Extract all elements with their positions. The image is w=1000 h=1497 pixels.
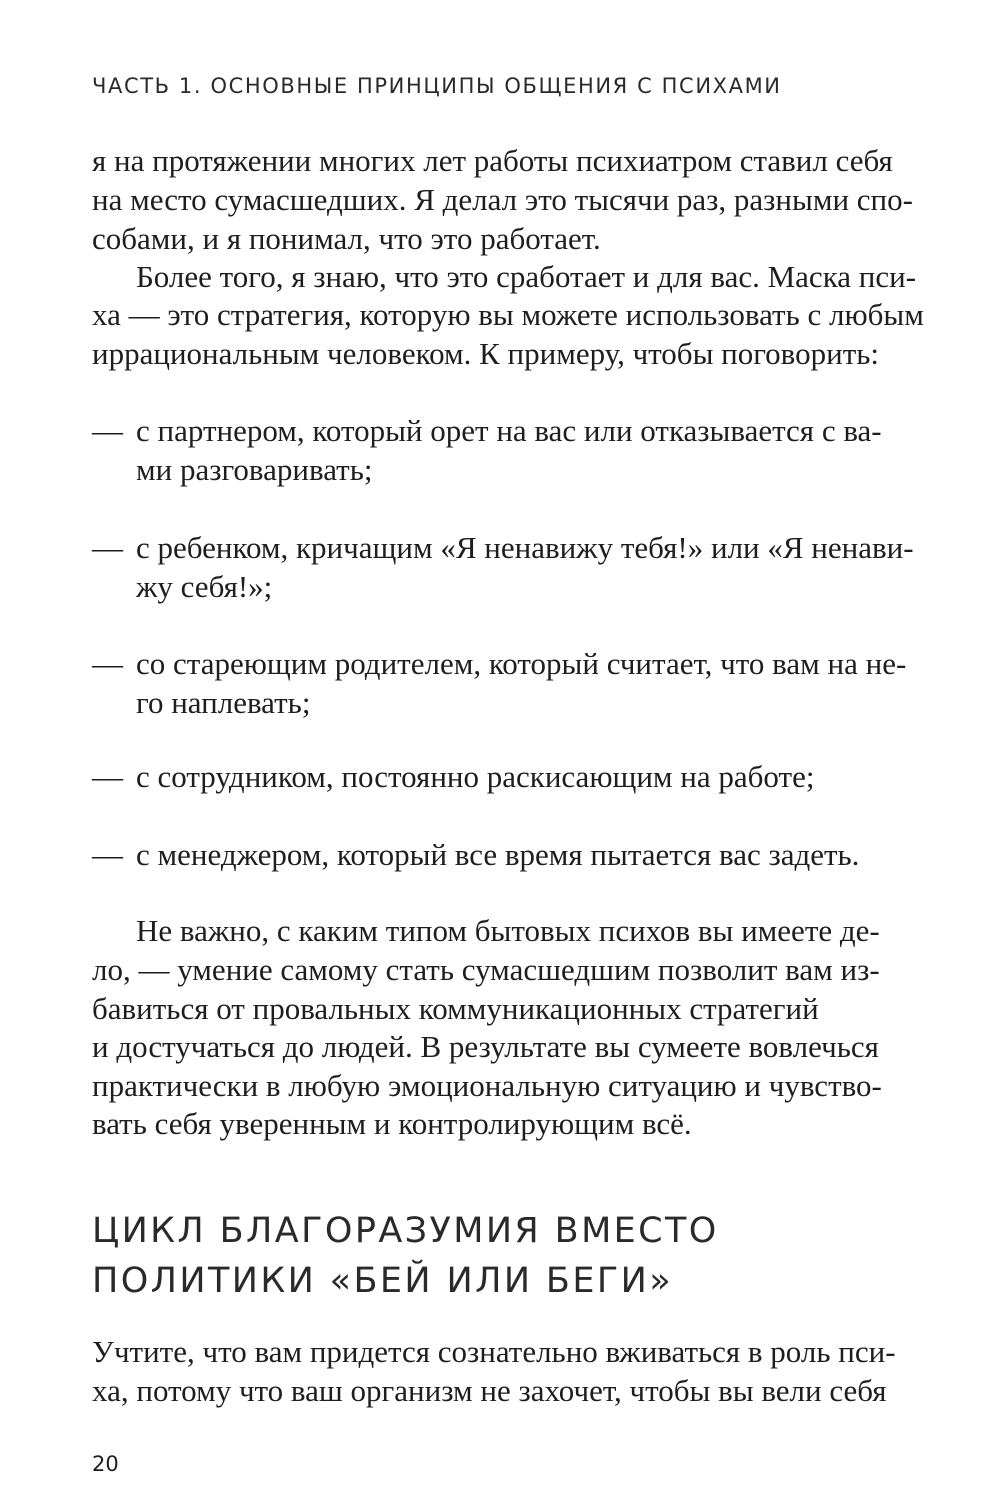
paragraph-line: ло, — умение самому стать сумасшедшим позволит вам из- xyxy=(92,952,880,987)
list-dash: — xyxy=(92,530,123,565)
list-item-line: го наплевать; xyxy=(136,685,311,720)
list-dash: — xyxy=(92,759,123,794)
paragraph-line: вать себя уверенным и контролирующим всё. xyxy=(92,1106,692,1141)
paragraph-line: ха — это стратегия, которую вы можете использовать с любым xyxy=(92,297,924,332)
list-item-line: жу себя!»; xyxy=(136,569,273,604)
paragraph-line: собами, и я понимал, что это работает. xyxy=(92,221,601,256)
list-dash: — xyxy=(92,837,123,872)
paragraph-line: на место сумасшедших. Я делал это тысячи раз, разными спо- xyxy=(92,182,913,217)
paragraph-line: ха, потому что ваш организм не захочет, чтобы вы вели себя xyxy=(92,1373,887,1408)
running-head: ЧАСТЬ 1. ОСНОВНЫЕ ПРИНЦИПЫ ОБЩЕНИЯ С ПСИХАМИ xyxy=(92,74,782,98)
paragraph-line: Более того, я знаю, что это сработает и для вас. Маска пси- xyxy=(136,259,917,294)
paragraph-line: Не важно, с каким типом бытовых психов вы имеете де- xyxy=(136,913,880,948)
list-item-line: с партнером, который орет на вас или отказывается с ва- xyxy=(136,413,882,448)
paragraph-line: я на протяжении многих лет работы психиатром ставил себя xyxy=(92,143,893,178)
list-item-line: с сотрудником, постоянно раскисающим на работе; xyxy=(136,759,815,794)
paragraph-line: Учтите, что вам придется сознательно вживаться в роль пси- xyxy=(92,1334,896,1369)
page-number: 20 xyxy=(92,1452,119,1476)
list-dash: — xyxy=(92,646,123,681)
section-heading: ЦИКЛ БЛАГОРАЗУМИЯ ВМЕСТО xyxy=(92,1211,719,1251)
list-item-line: с ребенком, кричащим «Я ненавижу тебя!» или «Я ненави- xyxy=(136,530,914,565)
paragraph-line: и достучаться до людей. В результате вы сумеете вовлечься xyxy=(92,1029,879,1064)
paragraph-line: иррациональным человеком. К примеру, чтобы поговорить: xyxy=(92,336,879,371)
list-item-line: ми разговаривать; xyxy=(136,452,373,487)
paragraph-line: практически в любую эмоциональную ситуацию и чувство- xyxy=(92,1068,882,1103)
list-item-line: со стареющим родителем, который считает, что вам на не- xyxy=(136,646,907,681)
list-dash: — xyxy=(92,413,123,448)
paragraph-line: бавиться от провальных коммуникационных стратегий xyxy=(92,991,819,1026)
section-heading: ПОЛИТИКИ «БЕЙ ИЛИ БЕГИ» xyxy=(92,1261,674,1301)
list-item-line: с менеджером, который все время пытается вас задеть. xyxy=(136,837,860,872)
